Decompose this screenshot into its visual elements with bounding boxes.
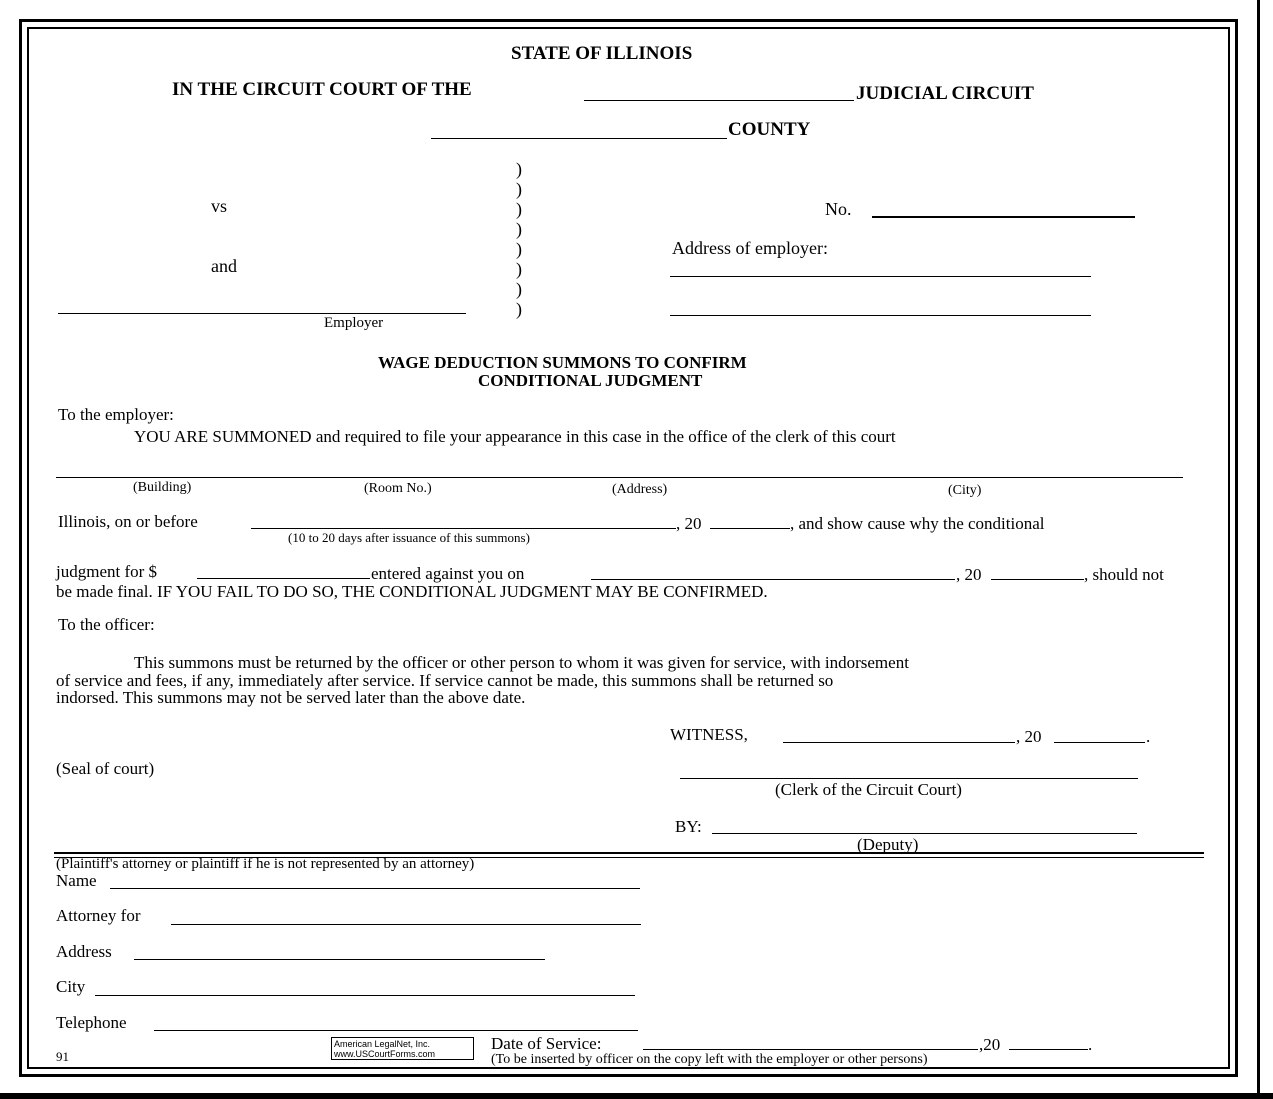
attorney-telephone-label: Telephone <box>56 1013 127 1032</box>
year-prefix: , 20 <box>676 514 702 533</box>
to-employer-label: To the employer: <box>58 405 174 424</box>
judgment-year-prefix: , 20 <box>956 565 982 584</box>
officer-paragraph-line2: of service and fees, if any, immediately after service. If service cannot be made, this summons shall be returned so <box>56 671 834 690</box>
paren: ) <box>516 299 522 319</box>
employer-label: Employer <box>324 315 384 331</box>
service-note: (To be inserted by officer on the copy left with the employer or other persons) <box>491 1052 928 1067</box>
service-year-prefix: ,20 <box>979 1035 1001 1054</box>
paren: ) <box>516 159 522 179</box>
attorney-address-label: Address <box>56 942 112 961</box>
publisher-url: www.USCourtForms.com <box>334 1049 436 1059</box>
form-title-line2: CONDITIONAL JUDGMENT <box>478 371 703 390</box>
entered-against-label: entered against you on <box>371 564 525 583</box>
service-year-blank[interactable] <box>1009 1049 1088 1050</box>
attorney-for-label: Attorney for <box>56 906 141 925</box>
by-label: BY: <box>675 817 702 836</box>
witness-year-prefix: , 20 <box>1016 727 1042 746</box>
building-label: (Building) <box>133 480 192 495</box>
officer-paragraph-line1: This summons must be returned by the officer or other person to whom it was given for service, with indorsement <box>134 653 909 672</box>
service-period: . <box>1088 1035 1093 1054</box>
attorney-city-label: City <box>56 977 86 996</box>
form-number: 91 <box>56 1049 69 1064</box>
deputy-label: (Deputy) <box>857 835 919 854</box>
paren: ) <box>516 239 522 259</box>
attorney-for-blank[interactable] <box>171 924 641 925</box>
paren: ) <box>516 219 522 239</box>
court-heading: IN THE CIRCUIT COURT OF THE <box>172 79 472 100</box>
scan-edge <box>1253 0 1273 1099</box>
vs-label: vs <box>211 196 228 216</box>
summoned-paragraph: YOU ARE SUMMONED and required to file your appearance in this case in the office of the clerk of this court <box>134 427 896 446</box>
judgment-date-blank[interactable] <box>591 579 955 580</box>
appearance-date-blank[interactable] <box>251 528 676 529</box>
employer-address-line1[interactable] <box>670 276 1091 277</box>
officer-paragraph-line3: indorsed. This summons may not be served later than the above date. <box>56 688 526 707</box>
attorney-telephone-blank[interactable] <box>154 1030 638 1031</box>
room-label: (Room No.) <box>364 481 432 496</box>
witness-period: . <box>1146 727 1151 746</box>
attorney-address-blank[interactable] <box>134 959 545 960</box>
circuit-blank[interactable] <box>584 100 854 101</box>
service-date-blank[interactable] <box>643 1049 978 1050</box>
address-label: (Address) <box>612 482 668 497</box>
illinois-before-label: Illinois, on or before <box>58 512 198 531</box>
publisher-name: American LegalNet, Inc. <box>334 1039 431 1049</box>
judicial-circuit-label: JUDICIAL CIRCUIT <box>856 83 1034 104</box>
to-officer-label: To the officer: <box>58 615 155 634</box>
should-not-text: , should not <box>1084 565 1164 584</box>
judgment-for-label: judgment for $ <box>56 562 158 581</box>
publisher-stamp <box>331 1037 474 1060</box>
attorney-heading: (Plaintiff's attorney or plaintiff if he is not represented by an attorney) <box>56 856 475 872</box>
clerk-label: (Clerk of the Circuit Court) <box>775 780 962 799</box>
employer-blank[interactable] <box>58 313 466 314</box>
employer-address-line2[interactable] <box>670 315 1091 316</box>
and-label: and <box>211 256 237 276</box>
state-heading: STATE OF ILLINOIS <box>511 43 693 64</box>
form-border-inner <box>27 27 1230 1069</box>
witness-date-blank[interactable] <box>783 742 1015 743</box>
witness-year-blank[interactable] <box>1054 742 1145 743</box>
county-blank[interactable] <box>431 138 727 139</box>
clerk-location-blank[interactable] <box>56 477 1183 478</box>
judgment-year-blank[interactable] <box>991 579 1084 580</box>
seal-label: (Seal of court) <box>56 759 155 778</box>
case-no-blank[interactable] <box>872 216 1135 218</box>
days-note: (10 to 20 days after issuance of this summons) <box>288 530 530 545</box>
attorney-city-blank[interactable] <box>95 995 635 996</box>
employer-address-label: Address of employer: <box>672 238 828 258</box>
attorney-name-blank[interactable] <box>110 888 640 889</box>
clerk-signature-blank[interactable] <box>680 778 1138 779</box>
show-cause-text: , and show cause why the conditional <box>790 514 1045 533</box>
appearance-year-blank[interactable] <box>710 528 790 529</box>
paren: ) <box>516 179 522 199</box>
paren: ) <box>516 259 522 279</box>
made-final-text: be made final. IF YOU FAIL TO DO SO, THE CONDITIONAL JUDGMENT MAY BE CONFIRMED. <box>56 582 768 601</box>
paren: ) <box>516 199 522 219</box>
witness-label: WITNESS, <box>670 725 748 744</box>
attorney-name-label: Name <box>56 871 97 890</box>
county-label: COUNTY <box>728 119 811 140</box>
city-label: (City) <box>948 483 982 498</box>
form-title-line1: WAGE DEDUCTION SUMMONS TO CONFIRM <box>378 353 747 372</box>
section-divider <box>54 852 1204 854</box>
scan-edge-bottom <box>0 1093 1273 1099</box>
deputy-signature-blank[interactable] <box>712 833 1137 834</box>
paren: ) <box>516 279 522 299</box>
case-no-label: No. <box>825 199 852 219</box>
judgment-amount-blank[interactable] <box>197 578 370 579</box>
date-of-service-label: Date of Service: <box>491 1034 602 1053</box>
